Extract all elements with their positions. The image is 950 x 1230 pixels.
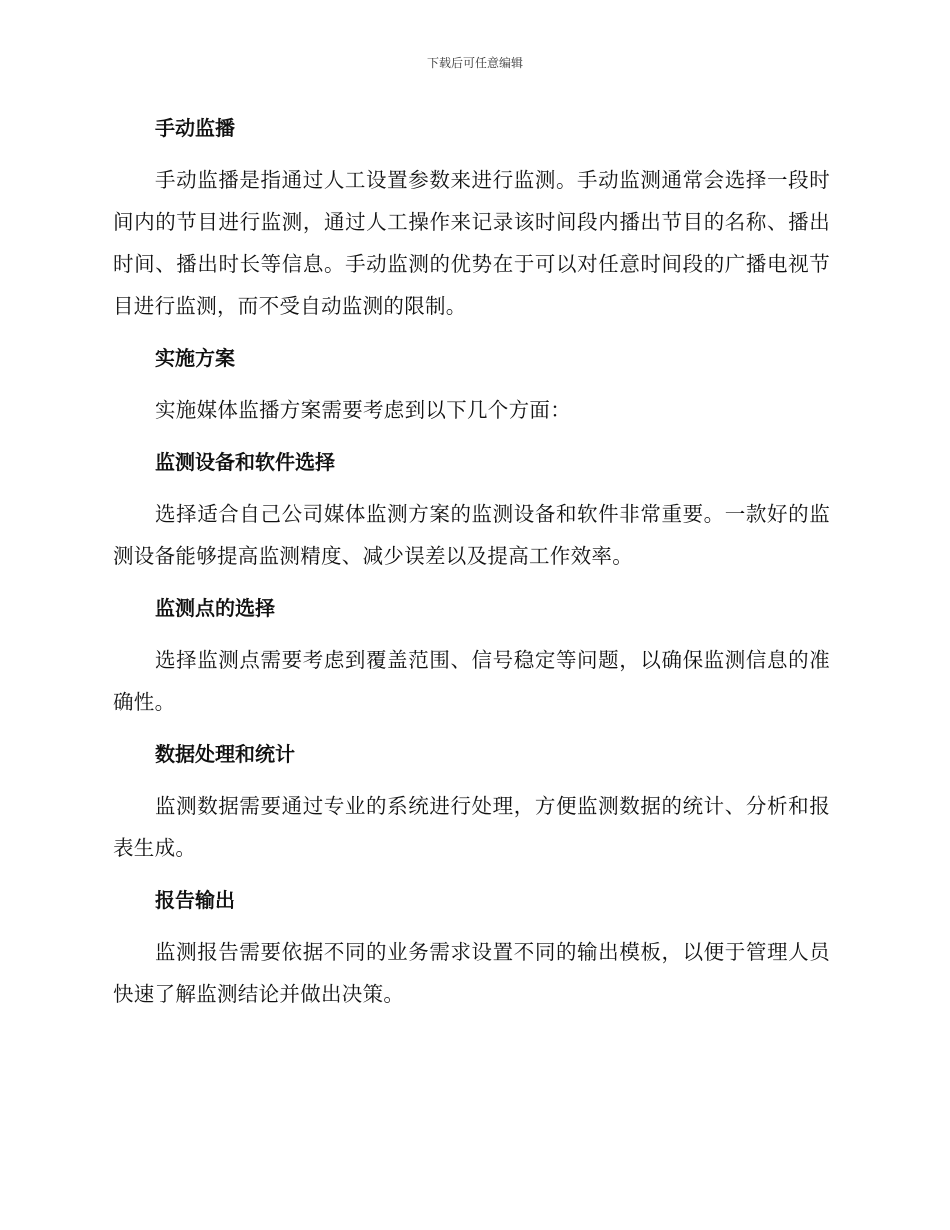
section-body-monitoring-points: 选择监测点需要考虑到覆盖范围、信号稳定等问题，以确保监测信息的准确性。: [113, 648, 830, 714]
section-body-implementation-plan: 实施媒体监播方案需要考虑到以下几个方面：: [155, 398, 571, 422]
section-body-manual-monitoring: 手动监播是指通过人工设置参数来进行监测。手动监测通常会选择一段时间内的节目进行监测，通过人工操作来记录该时间段内播出节目的名称、播出时间、播出时长等信息。手动监测的优势在于可以对任意时间段的广播电视节目进行监测，而不受自动监测的限制。: [113, 168, 830, 318]
section-title-equipment-software: 监测设备和软件选择: [155, 450, 335, 474]
section-title-data-processing: 数据处理和统计: [155, 742, 295, 766]
section-title-monitoring-points: 监测点的选择: [155, 596, 275, 620]
section-body-data-processing: 监测数据需要通过专业的系统进行处理，方便监测数据的统计、分析和报表生成。: [113, 794, 830, 860]
section-title-implementation-plan: 实施方案: [155, 346, 235, 370]
section-title-report-output: 报告输出: [155, 888, 235, 912]
section-body-equipment-software: 选择适合自己公司媒体监测方案的监测设备和软件非常重要。一款好的监测设备能够提高监测精度、减少误差以及提高工作效率。: [113, 502, 830, 568]
document-body: [113, 107, 830, 1025]
section-body-report-output: 监测报告需要依据不同的业务需求设置不同的输出模板，以便于管理人员快速了解监测结论并做出决策。: [113, 940, 830, 1006]
header-note: 下载后可任意编辑: [426, 56, 523, 70]
section-title-manual-monitoring: 手动监播: [155, 116, 235, 140]
